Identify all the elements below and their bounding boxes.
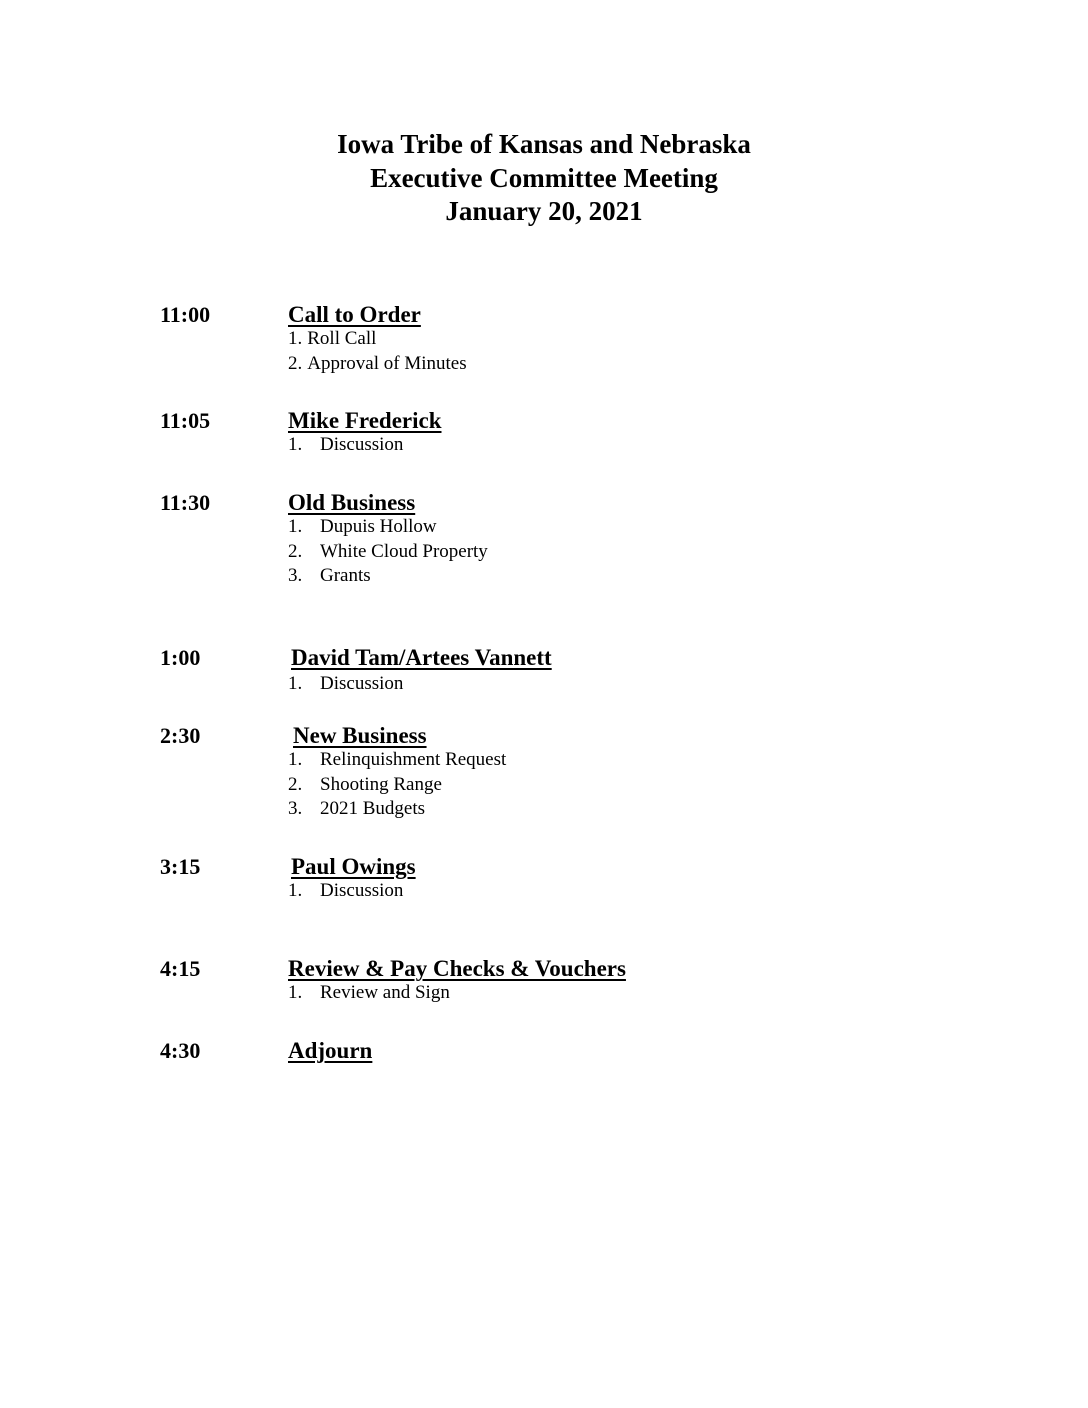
agenda-subitem [288,352,467,377]
meeting-date: January 20, 2021 [445,196,643,226]
agenda-subitem [288,327,467,352]
subitem-number: 1. [288,982,303,1003]
agenda-subitem [288,879,403,904]
agenda-heading: David Tam/Artees Vannett [291,645,552,670]
subitem-text: Roll Call [307,328,377,349]
agenda-heading: Adjourn [288,1038,373,1063]
agenda-heading: Mike Frederick [288,408,442,433]
subitem-number: 1. [288,880,303,901]
meeting-name: Executive Committee Meeting [370,162,718,193]
agenda-subitem [288,515,488,540]
agenda-time: 2:30 [160,723,201,748]
subitem-number: 3. [288,565,303,586]
agenda-subitem [288,748,506,773]
agenda-time: 3:15 [160,854,201,879]
agenda-subitem [288,672,403,697]
agenda-time: 4:30 [160,1038,201,1063]
agenda-subitem [288,433,403,458]
agenda-subitems [288,433,403,458]
document-header [0,128,1088,229]
subitem-number: 1. [288,328,303,349]
agenda-heading: Review & Pay Checks & Vouchers [288,956,626,981]
agenda-subitems [288,327,467,376]
agenda-time: 4:15 [160,956,201,981]
subitem-text: 2021 Budgets [320,798,426,819]
subitem-text: Dupuis Hollow [320,516,437,537]
agenda-subitem [288,773,506,798]
subitem-text: Shooting Range [320,773,442,795]
subitem-text: Review and Sign [320,982,450,1003]
subitem-number: 3. [288,798,303,819]
subitem-number: 1. [288,749,303,770]
agenda-subitems [288,748,506,822]
subitem-text: Approval of Minutes [307,352,467,374]
subitem-text: Discussion [320,673,404,694]
agenda-subitems [288,672,403,697]
agenda-time: 11:05 [160,408,211,433]
agenda-heading: Call to Order [288,302,421,327]
agenda-subitems [288,981,450,1006]
subitem-number: 2. [288,352,303,374]
agenda-heading: Old Business [288,490,416,515]
subitem-text: White Cloud Property [320,540,488,562]
subitem-number: 1. [288,516,303,537]
agenda-heading: New Business [293,723,427,748]
organization-name: Iowa Tribe of Kansas and Nebraska [337,129,751,159]
subitem-number: 1. [288,673,303,694]
agenda-heading: Paul Owings [291,854,416,879]
agenda-time: 11:00 [160,302,211,327]
subitem-text: Discussion [320,880,404,901]
subitem-number: 2. [288,773,303,795]
agenda-time: 11:30 [160,490,211,515]
agenda-subitem [288,981,450,1006]
agenda-subitem [288,797,506,822]
agenda-subitems [288,879,403,904]
agenda-subitem [288,540,488,565]
agenda-time: 1:00 [160,645,201,670]
subitem-text: Discussion [320,434,404,455]
agenda-subitem [288,564,488,589]
subitem-text: Relinquishment Request [320,749,507,770]
subitem-text: Grants [320,565,371,586]
subitem-number: 2. [288,540,303,562]
subitem-number: 1. [288,434,303,455]
agenda-subitems [288,515,488,589]
